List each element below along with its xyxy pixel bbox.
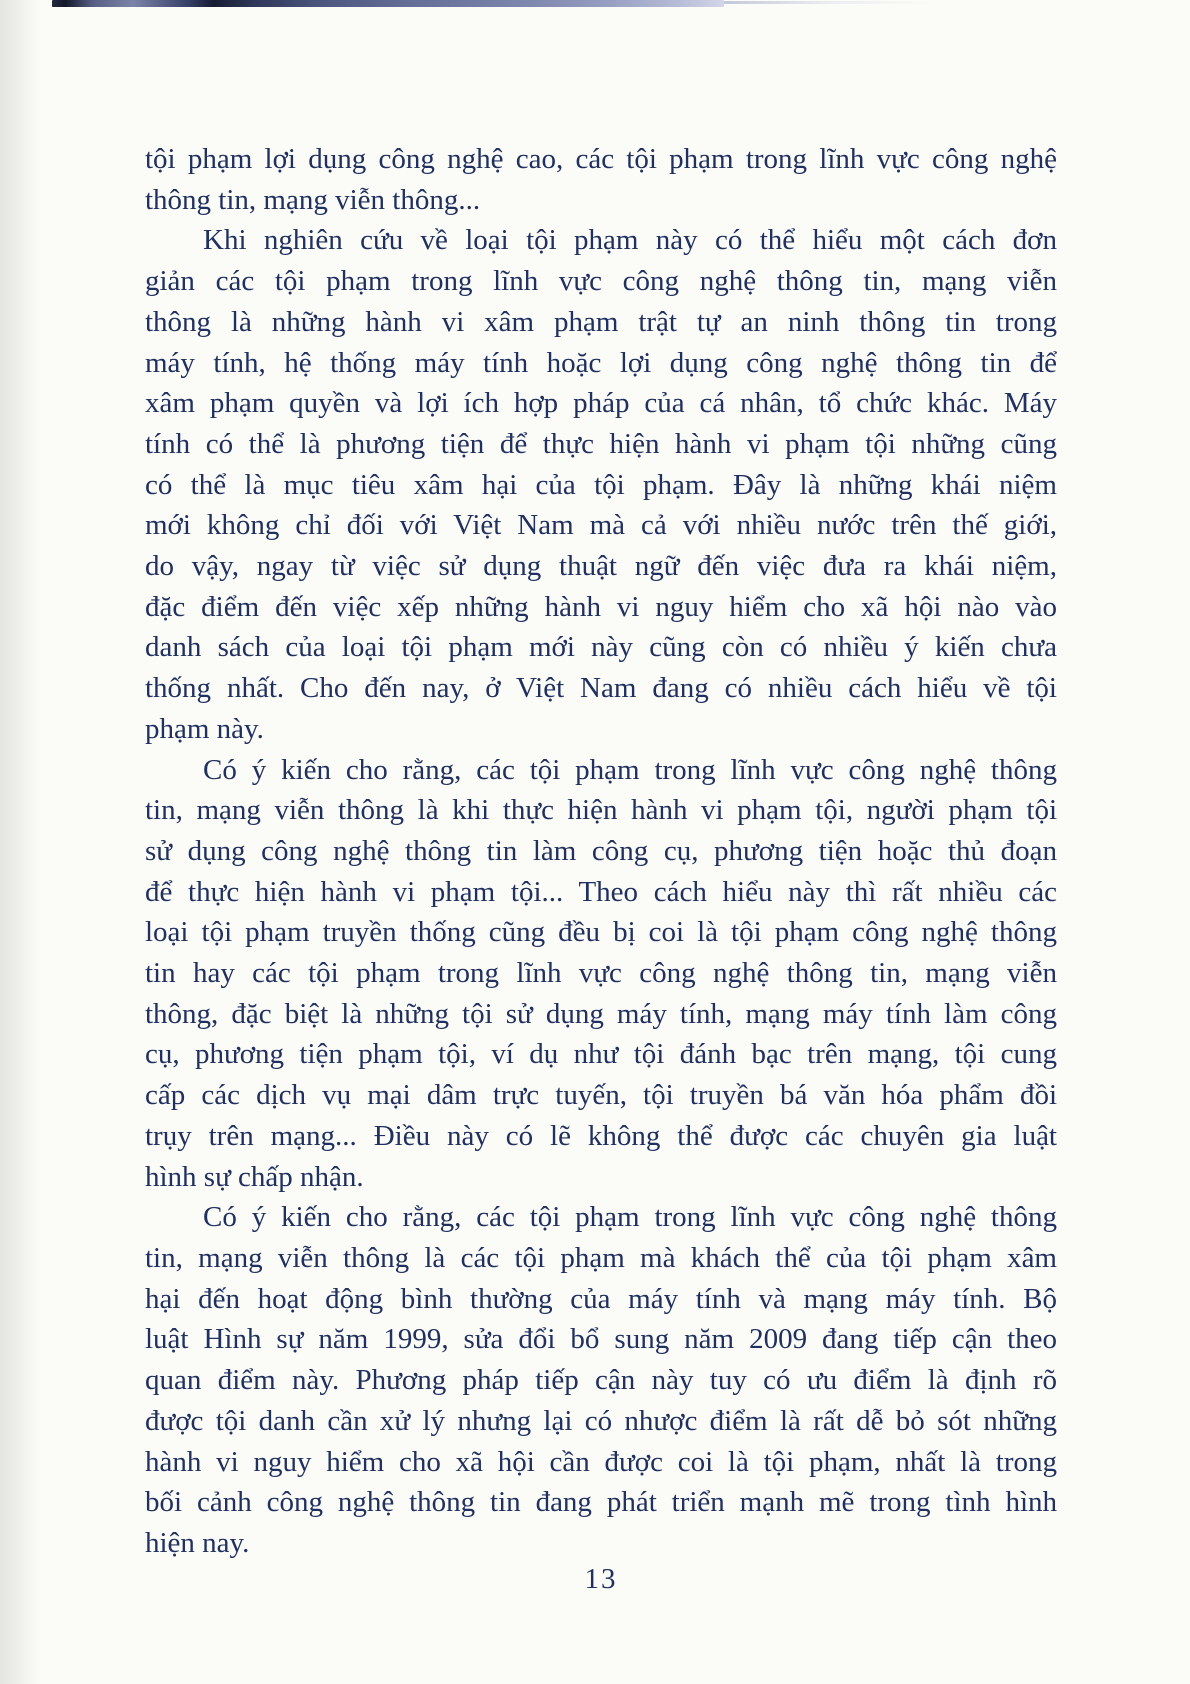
text-line: có thể là mục tiêu xâm hại của tội phạm. Đây là những khái niệm: [145, 468, 1057, 501]
text-block: [145, 139, 1057, 1564]
text-line: tội phạm lợi dụng công nghệ cao, các tội phạm trong lĩnh vực công nghệ: [145, 143, 1057, 175]
text-line: Có ý kiến cho rằng, các tội phạm trong lĩnh vực công nghệ thông: [203, 1201, 1057, 1234]
text-line: thông là những hành vi xâm phạm trật tự an ninh thông tin trong: [145, 305, 1057, 338]
scan-artifact-top-tail: [724, 1, 934, 4]
text-line: tính có thể là phương tiện để thực hiện hành vi phạm tội những cũng: [145, 427, 1057, 460]
text-line: thông tin, mạng viễn thông...: [145, 183, 481, 216]
text-line: quan điểm này. Phương pháp tiếp cận này tuy có ưu điểm là định rõ: [145, 1364, 1057, 1397]
text-line: danh sách của loại tội phạm mới này cũng còn có nhiều ý kiến chưa: [145, 631, 1057, 664]
text-line: đặc điểm đến việc xếp những hành vi nguy hiểm cho xã hội nào vào: [145, 590, 1057, 623]
text-line: thông, đặc biệt là những tội sử dụng máy tính, mạng máy tính làm công: [145, 997, 1057, 1030]
text-line: cụ, phương tiện phạm tội, ví dụ như tội đánh bạc trên mạng, tội cung: [145, 1038, 1057, 1071]
text-line: thống nhất. Cho đến nay, ở Việt Nam đang có nhiều cách hiểu về tội: [145, 672, 1057, 705]
text-line: bối cảnh công nghệ thông tin đang phát triển mạnh mẽ trong tình hình: [145, 1486, 1057, 1519]
text-line: sử dụng công nghệ thông tin làm công cụ, phương tiện hoặc thủ đoạn: [145, 834, 1057, 867]
text-line: được tội danh cần xử lý nhưng lại có nhược điểm là rất dễ bỏ sót những: [145, 1404, 1057, 1437]
text-line: xâm phạm quyền và lợi ích hợp pháp của cá nhân, tổ chức khác. Máy: [145, 387, 1057, 420]
text-line: hiện nay.: [145, 1526, 250, 1559]
text-line: hại đến hoạt động bình thường của máy tính và mạng máy tính. Bộ: [145, 1282, 1057, 1315]
text-line: loại tội phạm truyền thống cũng đều bị coi là tội phạm công nghệ thông: [145, 916, 1057, 949]
text-line: luật Hình sự năm 1999, sửa đổi bổ sung năm 2009 đang tiếp cận theo: [145, 1323, 1057, 1356]
text-line: hình sự chấp nhận.: [145, 1160, 364, 1193]
text-line: giản các tội phạm trong lĩnh vực công nghệ thông tin, mạng viễn: [145, 265, 1057, 298]
text-line: tin hay các tội phạm trong lĩnh vực công nghệ thông tin, mạng viễn: [145, 957, 1057, 990]
text-line: tin, mạng viễn thông là khi thực hiện hành vi phạm tội, người phạm tội: [145, 794, 1057, 827]
text-line: Khi nghiên cứu về loại tội phạm này có thể hiểu một cách đơn: [203, 224, 1057, 257]
text-line: do vậy, ngay từ việc sử dụng thuật ngữ đến việc đưa ra khái niệm,: [145, 550, 1057, 583]
text-line: tin, mạng viễn thông là các tội phạm mà khách thể của tội phạm xâm: [145, 1241, 1057, 1274]
text-line: Có ý kiến cho rằng, các tội phạm trong lĩnh vực công nghệ thông: [203, 753, 1057, 786]
text-line: để thực hiện hành vi phạm tội... Theo cách hiểu này thì rất nhiều các: [145, 875, 1057, 908]
page-number: 13: [584, 1563, 618, 1595]
text-line: cấp các dịch vụ mại dâm trực tuyến, tội truyền bá văn hóa phẩm đồi: [145, 1079, 1057, 1112]
text-line: phạm này.: [145, 712, 264, 745]
text-line: máy tính, hệ thống máy tính hoặc lợi dụng công nghệ thông tin để: [145, 346, 1057, 379]
text-line: trụy trên mạng... Điều này có lẽ không thể được các chuyên gia luật: [145, 1119, 1057, 1152]
text-line: mới không chỉ đối với Việt Nam mà cả với nhiều nước trên thế giới,: [145, 509, 1057, 542]
text-line: hành vi nguy hiểm cho xã hội cần được coi là tội phạm, nhất là trong: [145, 1445, 1057, 1478]
scan-artifact-top: [52, 0, 724, 7]
